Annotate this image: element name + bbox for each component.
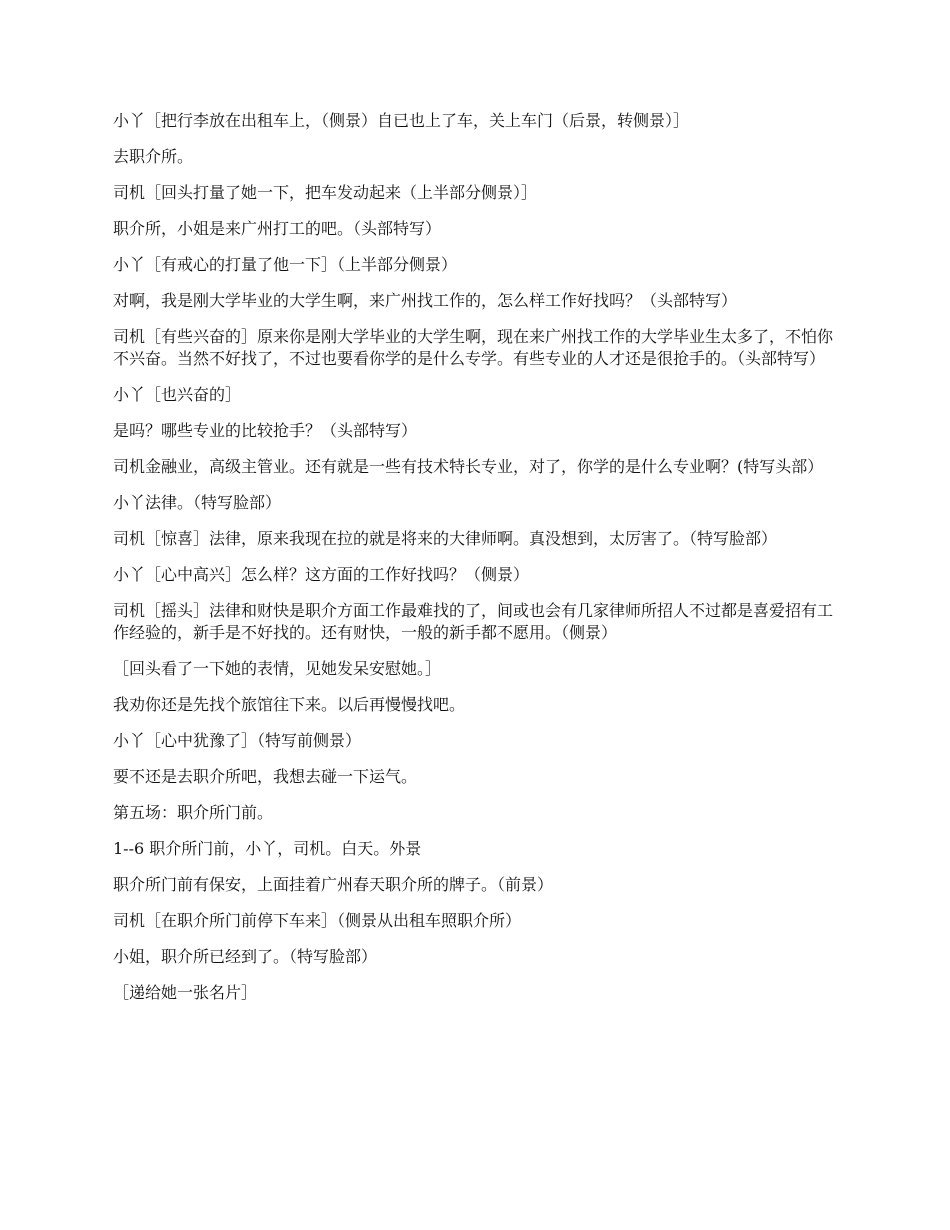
script-line: 司机［有些兴奋的］原来你是刚大学毕业的大学生啊，现在来广州找工作的大学毕业生太多了，不怕你不兴奋。当然不好找了，不过也要看你学的是什么专学。有些专业的人才还是很抢手的。（头部特写） (113, 327, 834, 368)
script-line: 司机［摇头］法律和财快是职介方面工作最难找的了，间或也会有几家律师所招人不过都是喜爱招有工作经验的，新手是不好找的。还有财快，一般的新手都不愿用。（侧景） (113, 601, 834, 642)
script-line: 司机［惊喜］法律，原来我现在拉的就是将来的大律师啊。真没想到，太厉害了。（特写脸部） (113, 529, 778, 548)
script-line: 小丫［有戒心的打量了他一下］（上半部分侧景） (113, 255, 458, 274)
script-line: 小丫法律。（特写脸部） (113, 493, 282, 512)
script-line: 小姐，职介所已经到了。（特写脸部） (113, 947, 378, 966)
script-line: 去职介所。 (113, 147, 194, 166)
script-line: 我劝你还是先找个旅馆往下来。以后再慢慢找吧。 (113, 695, 466, 714)
script-line: 职介所门前有保安，上面挂着广州春天职介所的牌子。（前景） (113, 875, 554, 894)
script-line: 对啊，我是刚大学毕业的大学生啊，来广州找工作的，怎么样工作好找吗？（头部特写） (113, 291, 738, 310)
script-line: 司机［回头打量了她一下，把车发动起来（上半部分侧景）］ (113, 183, 538, 202)
script-line: 小丫［心中高兴］怎么样？这方面的工作好找吗？（侧景） (113, 565, 530, 584)
scene-heading: 第五场：职介所门前。 (113, 803, 274, 822)
script-line: ［递给她一张名片］ (113, 983, 258, 1002)
script-line: 职介所，小姐是来广州打工的吧。（头部特写） (113, 219, 442, 238)
script-line: 小丫［把行李放在出租车上，（侧景）自已也上了车，关上车门（后景，转侧景）］ (113, 111, 690, 130)
script-line: 小丫［心中犹豫了］（特写前侧景） (113, 731, 362, 750)
script-line: 是吗？哪些专业的比较抢手？（头部特写） (113, 421, 418, 440)
script-line: 小丫［也兴奋的］ (113, 385, 242, 404)
shot-heading: 1--6 职介所门前，小丫，司机。白天。外景 (113, 839, 422, 858)
script-line: 司机金融业，高级主管业。还有就是一些有技术特长专业，对了，你学的是什么专业啊？(特写头部） (113, 457, 824, 476)
script-line: 司机［在职介所门前停下车来］（侧景从出租车照职介所） (113, 911, 522, 930)
script-line: 要不还是去职介所吧，我想去碰一下运气。 (113, 767, 418, 786)
script-line: ［回头看了一下她的表情，见她发呆安慰她。］ (113, 659, 442, 678)
script-text-body (113, 110, 843, 1018)
